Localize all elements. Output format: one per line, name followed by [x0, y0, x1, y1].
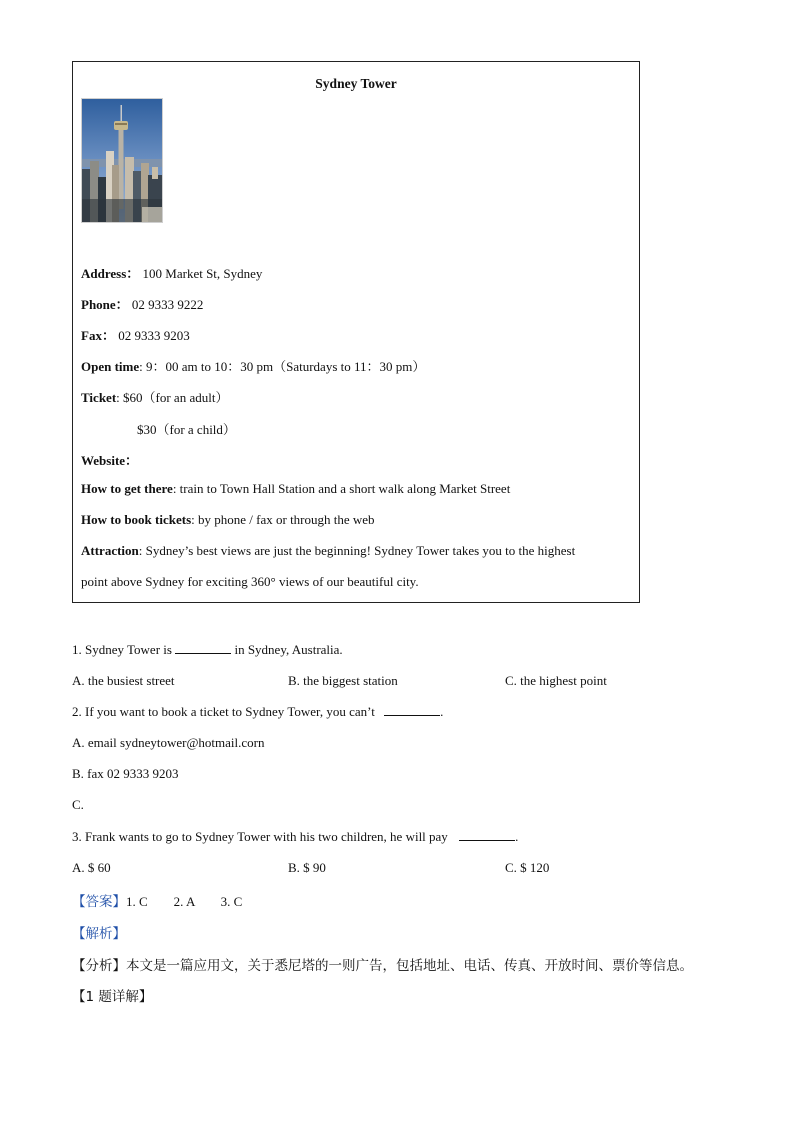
open-time-label: Open time: [81, 359, 140, 374]
question-3-blank: [459, 829, 515, 841]
attraction-line-2: [81, 574, 419, 590]
answer-label: 【答案】: [72, 894, 126, 910]
question-3: [72, 829, 518, 845]
fax-value: 02 9333 9203: [118, 328, 190, 343]
ticket-line: [81, 387, 228, 406]
attraction-line-1: [81, 543, 575, 559]
phone-label: Phone：: [81, 297, 129, 312]
attraction-label: Attraction: [81, 543, 139, 558]
question-2-tail: .: [440, 704, 444, 719]
phone-value: 02 9333 9222: [131, 297, 204, 312]
question-2: [72, 704, 443, 720]
question-2-stem: 2. If you want to book a ticket to Sydney Tower, you can’t: [72, 704, 375, 719]
question-3-stem: 3. Frank wants to go to Sydney Tower with his two children, he will pay: [72, 829, 448, 844]
attraction-text-2: point above Sydney for exciting 360° views of our beautiful city.: [81, 574, 419, 589]
fax-line: [81, 325, 190, 344]
advert-notice-box: [72, 61, 640, 603]
question-1-option-c: C. the highest point: [505, 673, 607, 688]
answer-values: 1. C 2. A 3. C: [126, 894, 243, 909]
analysis-label: 【解析】: [72, 926, 126, 942]
question-2-option-a: A. email sydneytower@hotmail.corn: [72, 735, 265, 750]
question-1-option-a: A. the busiest street: [72, 673, 175, 688]
detail-label: 【1 题详解】: [72, 989, 153, 1005]
address-label: Address：: [81, 266, 140, 281]
question-3-tail: .: [515, 829, 519, 844]
ticket-label: Ticket: [81, 390, 117, 405]
question-2-blank: [384, 704, 440, 716]
address-line: [81, 263, 262, 282]
question-3-option-b: B. $ 90: [288, 860, 326, 875]
question-1-option-b: B. the biggest station: [288, 673, 398, 688]
fenxi-label: 【分析】: [72, 958, 126, 974]
ticket-adult-value: : $60（for an adult）: [116, 390, 229, 405]
question-2-option-c: C.: [72, 797, 84, 812]
question-2-option-b: B. fax 02 9333 9203: [72, 766, 179, 781]
address-value: 100 Market St, Sydney: [142, 266, 263, 281]
fenxi-line: [72, 954, 693, 974]
ticket-child-line: [137, 419, 236, 438]
website-line: [81, 450, 138, 469]
question-1-tail: in Sydney, Australia.: [234, 642, 343, 657]
how-to-get-value: : train to Town Hall Station and a short walk along Market Street: [172, 481, 511, 496]
how-to-book-label: How to book tickets: [81, 512, 192, 527]
question-1: [72, 642, 343, 658]
how-to-book-value: : by phone / fax or through the web: [191, 512, 375, 527]
answer-line: [72, 890, 242, 910]
phone-line: [81, 294, 203, 313]
question-3-option-c: C. $ 120: [505, 860, 550, 875]
how-to-get-label: How to get there: [81, 481, 173, 496]
ticket-child-value: $30（for a child）: [137, 422, 236, 437]
open-time-line: [81, 356, 425, 375]
question-1-blank: [175, 642, 231, 654]
sydney-tower-photo: [81, 98, 163, 223]
how-to-get-line: [81, 481, 510, 497]
question-1-stem: 1. Sydney Tower is: [72, 642, 172, 657]
question-3-option-a: A. $ 60: [72, 860, 111, 875]
notice-title: Sydney Tower: [315, 76, 397, 91]
how-to-book-line: [81, 512, 375, 528]
open-time-value: : 9：00 am to 10：30 pm（Saturdays to 11：30 pm）: [139, 359, 426, 374]
attraction-text-1: : Sydney’s best views are just the beginning! Sydney Tower takes you to the highest: [138, 543, 576, 558]
fax-label: Fax：: [81, 328, 115, 343]
website-label: Website：: [81, 453, 139, 468]
fenxi-text: 本文是一篇应用文，关于悉尼塔的一则广告，包括地址、电话、传真、开放时间、票价等信息。: [126, 958, 693, 974]
